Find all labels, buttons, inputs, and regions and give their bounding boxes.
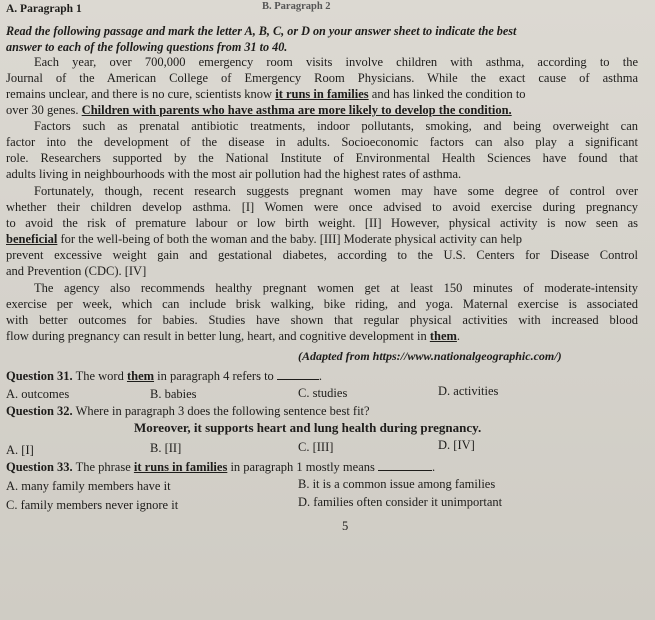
q31-option-c: C. studies — [298, 386, 348, 400]
q32-stem — [6, 403, 370, 419]
q32-sentence: Moreover, it supports heart and lung health during pregnancy. — [134, 420, 482, 435]
q31-option-a: A. outcomes — [6, 387, 70, 401]
p4-line4-b: . — [456, 329, 461, 343]
prev-option-a: A. Paragraph 1 — [6, 3, 82, 15]
p3-line3: to avoid the risk of premature labour or low birth weight. [II] However, physical activity is now seen as — [6, 216, 638, 230]
q33-phrase: it runs in families — [133, 460, 228, 474]
p2-line1: Factors such as prenatal antibiotic treatments, indoor pollutants, smoking, and being overweight can — [34, 119, 638, 133]
q31-option-d: D. activities — [438, 384, 499, 398]
p1-line2: Journal of the American College of Emergency Room Physicians. While the exact cause of asthma — [6, 71, 638, 85]
q31-stem-b: in paragraph 4 refers to — [154, 369, 277, 383]
q32-option-b: B. [II] — [150, 441, 182, 455]
p3-line4-b: for the well-being of both the woman and the baby. [III] Moderate physical activity can help — [57, 232, 523, 246]
p4-word-them: them — [429, 329, 457, 343]
q32-stem-text: Where in paragraph 3 does the following sentence best fit? — [72, 404, 370, 418]
p3-line6: and Prevention (CDC). [IV] — [6, 264, 147, 278]
q32-option-c: C. [III] — [298, 440, 334, 454]
p1-line3 — [6, 86, 638, 102]
p1-highlighted-sentence: Children with parents who have asthma are more likely to develop the condition. — [81, 103, 512, 117]
p4-line4 — [6, 328, 638, 344]
q31-word: them — [126, 369, 155, 383]
q32-option-d: D. [IV] — [438, 438, 475, 452]
source-citation: (Adapted from https://www.nationalgeographic.com/) — [298, 349, 562, 363]
q33-option-d: D. families often consider it unimportant — [298, 495, 503, 509]
q33-stem — [6, 459, 435, 475]
q33-stem-b: in paragraph 1 mostly means — [227, 460, 378, 474]
q31-stem-a: The word — [72, 369, 127, 383]
p3-line1: Fortunately, though, recent research suggests pregnant women may have some degree of control over — [34, 184, 638, 198]
page-number: 5 — [342, 519, 349, 533]
p2-line2: factor into the development of the disease in adults. Socioeconomic factors can also play a significant — [6, 135, 638, 149]
p1-line4 — [6, 102, 638, 118]
q33-tail: . — [432, 460, 436, 474]
p3-line2: whether their children develop asthma. [I] Women were once advised to avoid exercise during pregnancy — [6, 200, 638, 214]
p4-line3: with better outcomes for babies. Studies have shown that regular physical activities with increased blood — [6, 313, 638, 327]
q33-option-c: C. family members never ignore it — [6, 498, 179, 512]
p3-line5: prevent excessive weight gain and gestational diabetes, according to the U.S. Centers for Disease Control — [6, 248, 638, 262]
p2-line4: adults living in neighbourhoods with the most air pollution had the highest rates of asthma. — [6, 167, 462, 181]
p3-word-beneficial: beneficial — [6, 232, 58, 246]
q32-label: Question 32. — [6, 404, 73, 418]
prev-option-b: B. Paragraph 2 — [262, 1, 331, 12]
instructions-line2: answer to each of the following questions from 31 to 40. — [6, 40, 288, 54]
q33-stem-a: The phrase — [72, 460, 134, 474]
instructions-line1: Read the following passage and mark the letter A, B, C, or D on your answer sheet to indicate the best — [6, 24, 517, 38]
p2-line3: role. Researchers supported by the National Institute of Environmental Health Sciences have found that — [6, 151, 638, 165]
p4-line1: The agency also recommends healthy pregnant women get at least 150 minutes of moderate-intensity — [34, 281, 638, 295]
q32-option-a: A. [I] — [6, 443, 34, 457]
p4-line4-a: flow during pregnancy can result in better lung, heart, and cognitive development in — [6, 329, 430, 343]
q31-blank — [277, 369, 319, 380]
q33-option-b: B. it is a common issue among families — [298, 477, 496, 491]
p1-phrase-runs-in-families: it runs in families — [275, 87, 369, 101]
q33-label: Question 33. — [6, 460, 73, 474]
q33-blank — [378, 460, 432, 471]
p3-line4 — [6, 231, 638, 247]
q31-tail: . — [318, 369, 323, 383]
p1-line3-b: and has linked the condition to — [368, 87, 526, 101]
p1-line4-a: over 30 genes. — [6, 103, 82, 117]
q31-label: Question 31. — [6, 369, 73, 383]
p1-line3-a: remains unclear, and there is no cure, scientists know — [6, 87, 276, 101]
p1-line1: Each year, over 700,000 emergency room visits involve children with asthma, according to the — [34, 55, 638, 69]
q31-stem — [6, 368, 322, 384]
p4-line2: exercise per week, which can include brisk walking, bike riding, and yoga. Maternal exercise is associated — [6, 297, 638, 311]
q31-option-b: B. babies — [150, 387, 197, 401]
q33-option-a: A. many family members have it — [6, 479, 171, 493]
